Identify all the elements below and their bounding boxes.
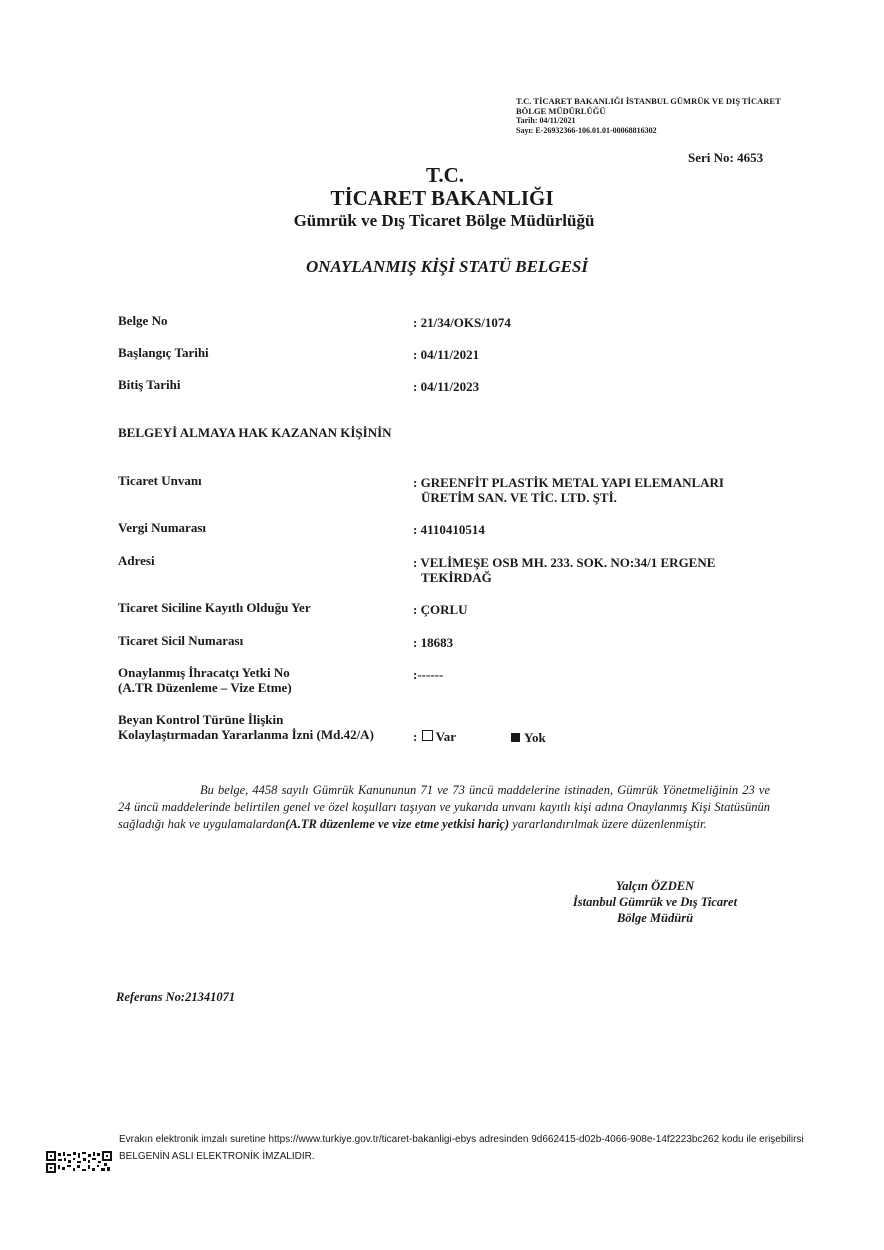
start-date-value: : 04/11/2021 — [413, 347, 480, 362]
approved-exporter-label — [118, 665, 292, 695]
approved-exporter-label-line-2: (A.TR Düzenleme – Vize Etme) — [118, 680, 292, 695]
e-signature-stamp — [516, 96, 781, 136]
ministry-heading: TİCARET BAKANLIĞI — [330, 186, 554, 210]
issuer-header — [0, 164, 884, 232]
address-line-1: : VELİMEŞE OSB MH. 233. SOK. NO:34/1 ERGENE — [413, 555, 716, 570]
qr-code-icon — [46, 1151, 112, 1173]
declaration-facilitation-label — [118, 712, 374, 742]
option-var-label: Var — [435, 729, 457, 744]
document-no-value: : 21/34/OKS/1074 — [413, 315, 511, 330]
directorate-heading: Gümrük ve Dış Ticaret Bölge Müdürlüğü — [293, 211, 595, 230]
signatory-title-line-2: Bölge Müdürü — [616, 911, 694, 925]
checked-box-icon — [511, 733, 520, 742]
stamp-number: Sayı: E-26932366-106.01.01-00068816302 — [516, 126, 657, 135]
declaration-option-yok — [511, 730, 546, 745]
trade-name-line-1: : GREENFİT PLASTİK METAL YAPI ELEMANLARI — [413, 475, 724, 490]
tax-number-value: : 4110410514 — [413, 522, 485, 537]
signatory-name: Yalçın ÖZDEN — [615, 879, 695, 893]
declaration-label-line-2: Kolaylaştırmadan Yararlanma İzni (Md.42/A) — [118, 727, 374, 742]
serial-number: Seri No: 4653 — [688, 150, 764, 165]
stamp-date: Tarih: 04/11/2021 — [516, 116, 576, 125]
stamp-line-2: BÖLGE MÜDÜRLÜĞÜ — [516, 106, 606, 116]
trade-name-value — [413, 475, 724, 505]
address-value — [413, 555, 715, 585]
stamp-line-1: T.C. TİCARET BAKANLIĞI İSTANBUL GÜMRÜK VE DIŞ TİCARET — [516, 96, 781, 106]
reference-number: Referans No:21341071 — [116, 990, 236, 1004]
address-label: Adresi — [118, 553, 155, 568]
section-heading: BELGEYİ ALMAYA HAK KAZANAN KİŞİNİN — [118, 425, 392, 440]
signatory-title-line-1: İstanbul Gümrük ve Dış Ticaret — [572, 895, 738, 909]
registry-number-label: Ticaret Sicil Numarası — [118, 633, 244, 648]
declaration-label-line-1: Beyan Kontrol Türüne İlişkin — [118, 712, 284, 727]
declaration-prefix: : — [413, 729, 418, 744]
legal-statement — [118, 782, 770, 833]
end-date-value: : 04/11/2023 — [413, 379, 480, 394]
signatory-block — [560, 878, 750, 926]
document-no-label: Belge No — [118, 313, 168, 328]
trade-name-line-2: ÜRETİM SAN. VE TİC. LTD. ŞTİ. — [421, 490, 617, 505]
end-date-label: Bitiş Tarihi — [118, 377, 181, 392]
registry-place-value: : ÇORLU — [413, 602, 468, 617]
e-signature-footer — [119, 1131, 804, 1165]
tc-heading: T.C. — [425, 163, 465, 187]
registry-number-value: : 18683 — [413, 635, 454, 650]
unchecked-box-icon — [422, 730, 433, 741]
legal-statement-bold: (A.TR düzenleme ve vize etme yetkisi hariç) — [285, 817, 510, 831]
option-yok-label: Yok — [524, 730, 546, 745]
legal-statement-text: Bu belge, 4458 sayılı Gümrük Kanununun 71 ve 73 üncü maddelerine istinaden, Gümrük Yönetmeliğinin 23 ve 24 üncü maddelerinde belirtilen genel ve özel koşulları taşıyan ve yukarıda unvanı kayıtlı kişi adına Onaylanmış Kişi Statüsünün sağladığı hak ve uygulamalardan — [118, 783, 770, 831]
document-title: ONAYLANMIŞ KİŞİ STATÜ BELGESİ — [305, 257, 588, 276]
trade-name-label: Ticaret Unvanı — [118, 473, 202, 488]
address-line-2: TEKİRDAĞ — [421, 570, 492, 585]
legal-statement-ending: yararlandırılmak üzere düzenlenmiştir. — [509, 817, 707, 831]
footer-verification-line: Evrakın elektronik imzalı suretine https://www.turkiye.gov.tr/ticaret-bakanligi-ebys adresinden 9d662415-d02b-4066-908e-14f2223bc262 kodu ile erişebilirsi — [119, 1134, 804, 1145]
start-date-label: Başlangıç Tarihi — [118, 345, 209, 360]
footer-original-note: BELGENİN ASLI ELEKTRONİK İMZALIDIR. — [119, 1151, 315, 1162]
approved-exporter-value: :------ — [413, 667, 444, 682]
declaration-options — [413, 729, 456, 744]
tax-number-label: Vergi Numarası — [118, 520, 206, 535]
registry-place-label: Ticaret Siciline Kayıtlı Olduğu Yer — [118, 600, 311, 615]
approved-exporter-label-line-1: Onaylanmış İhracatçı Yetki No — [118, 665, 290, 680]
